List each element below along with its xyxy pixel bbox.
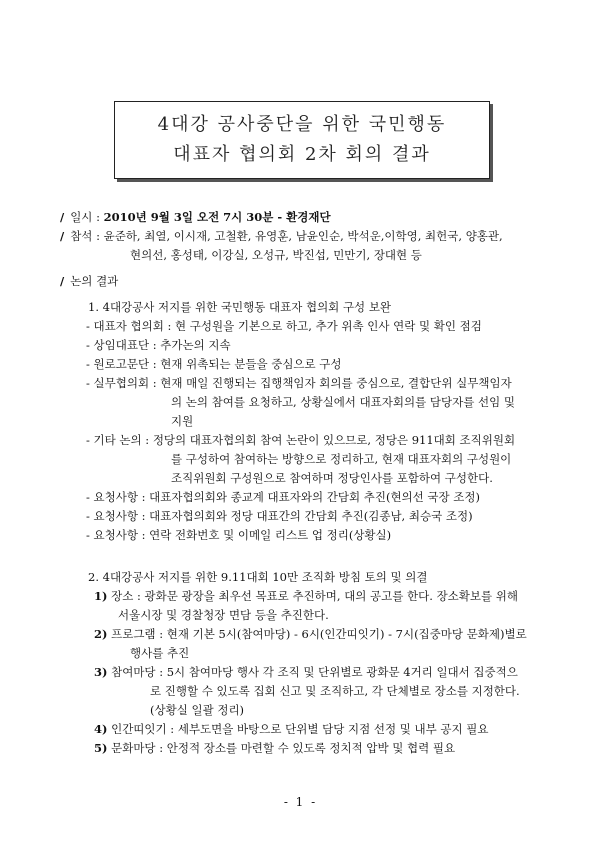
item-text: 프로그램 : 현재 기본 5시(참여마당) - 6시(인간띠잇기) - 7시(집중마당 문화제)별로 — [111, 627, 527, 641]
attendees-line-2 — [130, 246, 601, 265]
title-line-1: 4대강 공사중단을 위한 국민행동 — [157, 114, 447, 135]
item-number: 4) — [94, 722, 108, 736]
section1-item: - 요청사항 : 대표자협의회와 종교계 대표자와의 간담회 추진(현의선 국장 조정) — [86, 490, 481, 504]
item-number: 2) — [94, 627, 108, 641]
section1-item-cont: 의 논의 참여를 요청하고, 상황실에서 대표자회의를 담당자를 선임 및 — [171, 395, 515, 409]
date-line — [60, 208, 560, 227]
section1-item-cont: 를 구성하여 참여하는 방향으로 정리하고, 현재 대표자회의 구성원이 — [171, 452, 512, 466]
section2-item-cont: 서울시장 및 경찰청장 면담 등을 추진한다. — [118, 608, 329, 622]
section2-heading: 2. 4대강공사 저지를 위한 9.11대회 10만 조직화 방침 토의 및 의결 — [88, 570, 428, 584]
section2-item-cont: 로 진행할 수 있도록 집회 신고 및 조직하고, 각 단체별로 장소를 지정한다. — [150, 684, 520, 698]
section2-item-cont: 행사를 추진 — [130, 646, 190, 660]
attendees-line-1 — [60, 227, 560, 246]
title-line-2: 대표자 협의회 2차 회의 결과 — [173, 144, 431, 165]
section1-heading: 1. 4대강공사 저지를 위한 국민행동 대표자 협의회 구성 보완 — [88, 300, 392, 314]
section2-item-cont: (상황실 일괄 정리) — [150, 703, 245, 717]
section1-item: - 상임대표단 : 추가논의 지속 — [86, 338, 231, 352]
item-text: 인간띠잇기 : 세부도면을 바탕으로 단위별 담당 지점 선정 및 내부 공지 필요 — [111, 722, 489, 736]
date-label: 일시 : — [70, 210, 100, 224]
attendees-list-1: 윤준하, 최열, 이시재, 고철환, 유영훈, 남윤인순, 박석운,이학영, 최헌국, 양홍관, — [103, 229, 503, 243]
attendees-list-2: 현의선, 홍성태, 이강실, 오성규, 박진섭, 민만기, 장대현 등 — [130, 248, 422, 262]
page-number: - 1 - — [283, 795, 318, 809]
item-text: 참여마당 : 5시 참여마당 행사 각 조직 및 단위별로 광화문 4거리 일대서 집중적으 — [111, 665, 518, 679]
section2-item — [94, 625, 527, 644]
section2-item — [94, 739, 455, 758]
section1-item: - 원로고문단 : 현재 위촉되는 분들을 중심으로 구성 — [86, 357, 342, 371]
section1-item-cont: 지원 — [171, 414, 194, 428]
section1-item: - 실무협의회 : 현재 매일 진행되는 집행책임자 회의를 중심으로, 결합단위 실무책임자 — [86, 376, 512, 390]
date-value: 2010년 9월 3일 오전 7시 30분 - 환경재단 — [103, 210, 331, 224]
attendees-label: 참석 : — [70, 229, 100, 243]
section1-item: - 요청사항 : 대표자협의회와 정당 대표간의 간담회 추진(김종남, 최승국 조정) — [86, 509, 473, 523]
section2-item — [94, 663, 518, 682]
item-text: 문화마당 : 안정적 장소를 마련할 수 있도록 정치적 압박 및 협력 필요 — [111, 741, 456, 755]
item-text: 장소 : 광화문 광장을 최우선 목표로 추진하며, 대의 공고를 한다. 장소확보를 위해 — [111, 589, 518, 603]
section2-item — [94, 720, 488, 739]
section1-item: - 기타 논의 : 정당의 대표자협의회 참여 논란이 있으므로, 정당은 911대회 조직위원회 — [86, 433, 516, 447]
discussion-header — [60, 272, 560, 291]
title-box — [114, 101, 490, 179]
slash-marker: / — [60, 210, 65, 224]
item-number: 5) — [94, 741, 108, 755]
section1-item-cont: 조직위원회 구성원으로 참여하며 정당인사를 포함하여 구성한다. — [171, 471, 493, 485]
item-number: 3) — [94, 665, 108, 679]
item-number: 1) — [94, 589, 108, 603]
section2-item — [94, 587, 518, 606]
section1-item: - 요청사항 : 연락 전화번호 및 이메일 리스트 업 정리(상황실) — [86, 528, 392, 542]
discussion-head: 논의 결과 — [70, 274, 119, 288]
slash-marker: / — [60, 229, 65, 243]
slash-marker: / — [60, 274, 65, 288]
section1-item: - 대표자 협의회 : 현 구성원을 기본으로 하고, 추가 위촉 인사 연락 및 확인 점검 — [86, 319, 482, 333]
